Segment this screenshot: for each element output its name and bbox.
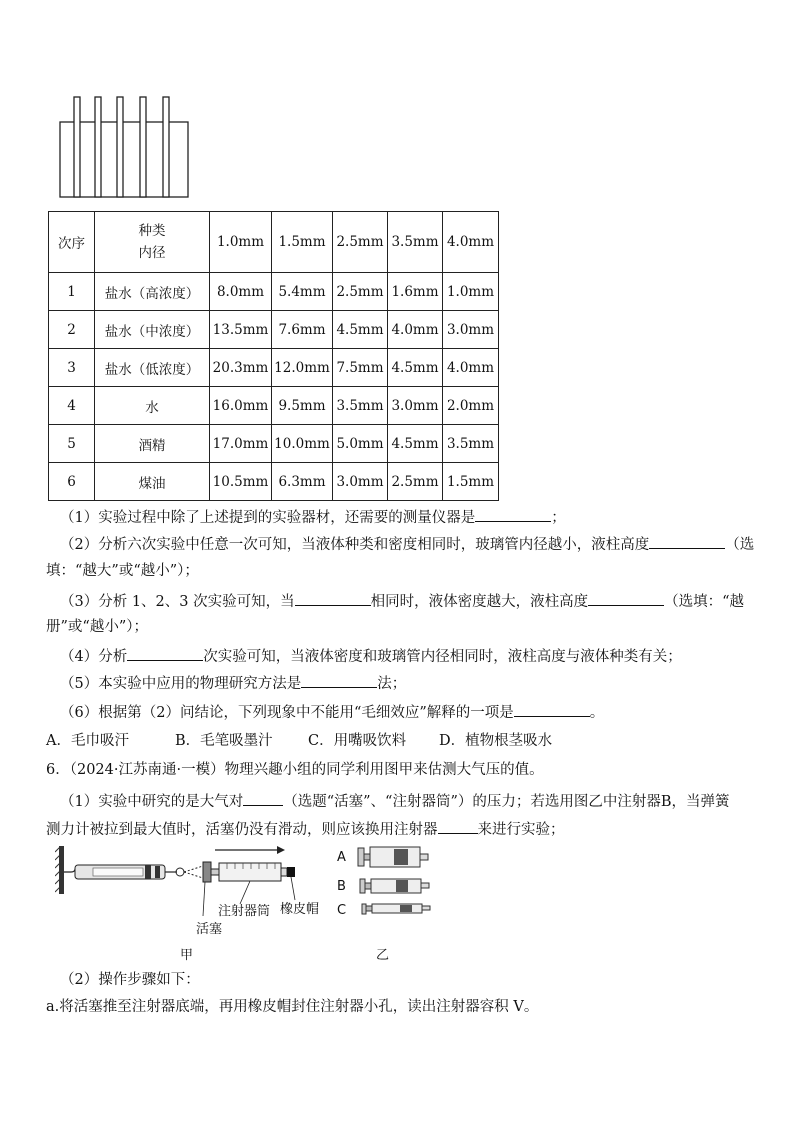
table-row: 1 盐水（高浓度） 8.0mm 5.4mm 2.5mm 1.6mm 1.0mm bbox=[49, 273, 499, 311]
answer-blank bbox=[243, 790, 283, 806]
answer-blank bbox=[649, 533, 725, 549]
header-size: 1.0mm bbox=[210, 212, 272, 273]
answer-blank bbox=[514, 701, 590, 717]
problem-6-step-a: a.将活塞推至注射器底端，再用橡皮帽封住注射器小孔，读出注射器容积 V。 bbox=[46, 999, 539, 1015]
label-a: A bbox=[337, 850, 346, 865]
option-c: C．用嘴吸饮料 bbox=[308, 733, 407, 749]
table-row: 2 盐水（中浓度） 13.5mm 7.6mm 4.5mm 4.0mm 3.0mm bbox=[49, 311, 499, 349]
problem-6-title: 6．（2024·江苏南通·一模）物理兴趣小组的同学利用图甲来估测大气压的值。 bbox=[46, 762, 544, 778]
capillary-data-table bbox=[48, 211, 499, 501]
answer-blank bbox=[301, 672, 377, 688]
syringe-setup-figure bbox=[55, 838, 325, 938]
answer-blank bbox=[588, 590, 664, 606]
question-3: （3）分析 1、2、3 次实验可知，当 相同时，液体密度越大，液柱高度 （选填：“越 bbox=[60, 590, 744, 612]
header-size: 3.5mm bbox=[388, 212, 443, 273]
label-piston: 活塞 bbox=[196, 922, 223, 937]
header-kind-diameter: 种类 内径 bbox=[95, 212, 210, 273]
option-d: D．植物根茎吸水 bbox=[439, 733, 553, 749]
table-row: 5 酒精 17.0mm 10.0mm 5.0mm 4.5mm 3.5mm bbox=[49, 425, 499, 463]
option-a: A．毛巾吸汗 bbox=[46, 733, 129, 749]
header-size: 1.5mm bbox=[272, 212, 333, 273]
question-4: （4）分析 次实验可知，当液体密度和玻璃管内径相同时，液柱高度与液体种类有关； bbox=[60, 645, 682, 667]
label-b: B bbox=[337, 879, 346, 894]
header-order: 次序 bbox=[49, 212, 95, 273]
syringes-abc-figure bbox=[350, 842, 440, 922]
label-yi: 乙 bbox=[376, 948, 390, 963]
answer-blank bbox=[127, 645, 203, 661]
table-row: 4 水 16.0mm 9.5mm 3.5mm 3.0mm 2.0mm bbox=[49, 387, 499, 425]
label-cap: 橡皮帽 bbox=[280, 902, 320, 917]
problem-6-q1: （1）实验中研究的是大气对 （选题“活塞”、“注射器筒”）的压力；若选用图乙中注射器B，当弹簧 bbox=[60, 790, 730, 812]
question-1: （1）实验过程中除了上述提到的实验器材，还需要的测量仪器是 ； bbox=[60, 506, 566, 528]
question-2: （2）分析六次实验中任意一次可知，当液体种类和密度相同时，玻璃管内径越小，液柱高度 （选 bbox=[60, 533, 754, 555]
answer-blank bbox=[295, 590, 371, 606]
problem-6-q2: （2）操作步骤如下： bbox=[60, 972, 200, 988]
question-3-cont: 册”或“越小”）； bbox=[46, 619, 148, 635]
header-size: 2.5mm bbox=[333, 212, 388, 273]
option-b: B．毛笔吸墨汁 bbox=[175, 733, 273, 749]
capillary-tubes-figure bbox=[55, 95, 205, 200]
label-jia: 甲 bbox=[180, 948, 194, 963]
table-row: 6 煤油 10.5mm 6.3mm 3.0mm 2.5mm 1.5mm bbox=[49, 463, 499, 501]
table-row: 3 盐水（低浓度） 20.3mm 12.0mm 7.5mm 4.5mm 4.0mm bbox=[49, 349, 499, 387]
question-5: （5）本实验中应用的物理研究方法是 法； bbox=[60, 672, 406, 694]
problem-6-q1-cont: 测力计被拉到最大值时，活塞仍没有滑动，则应该换用注射器 来进行实验； bbox=[46, 818, 565, 840]
question-2-cont: 填：“越大”或“越小”）； bbox=[46, 563, 199, 579]
label-barrel: 注射器筒 bbox=[218, 904, 271, 919]
answer-blank bbox=[475, 506, 551, 522]
options bbox=[46, 731, 552, 751]
label-c: C bbox=[337, 903, 347, 918]
answer-blank bbox=[438, 818, 478, 834]
question-6: （6）根据第（2）问结论，下列现象中不能用“毛细效应”解释的一项是 。 bbox=[60, 701, 604, 723]
header-size: 4.0mm bbox=[443, 212, 499, 273]
